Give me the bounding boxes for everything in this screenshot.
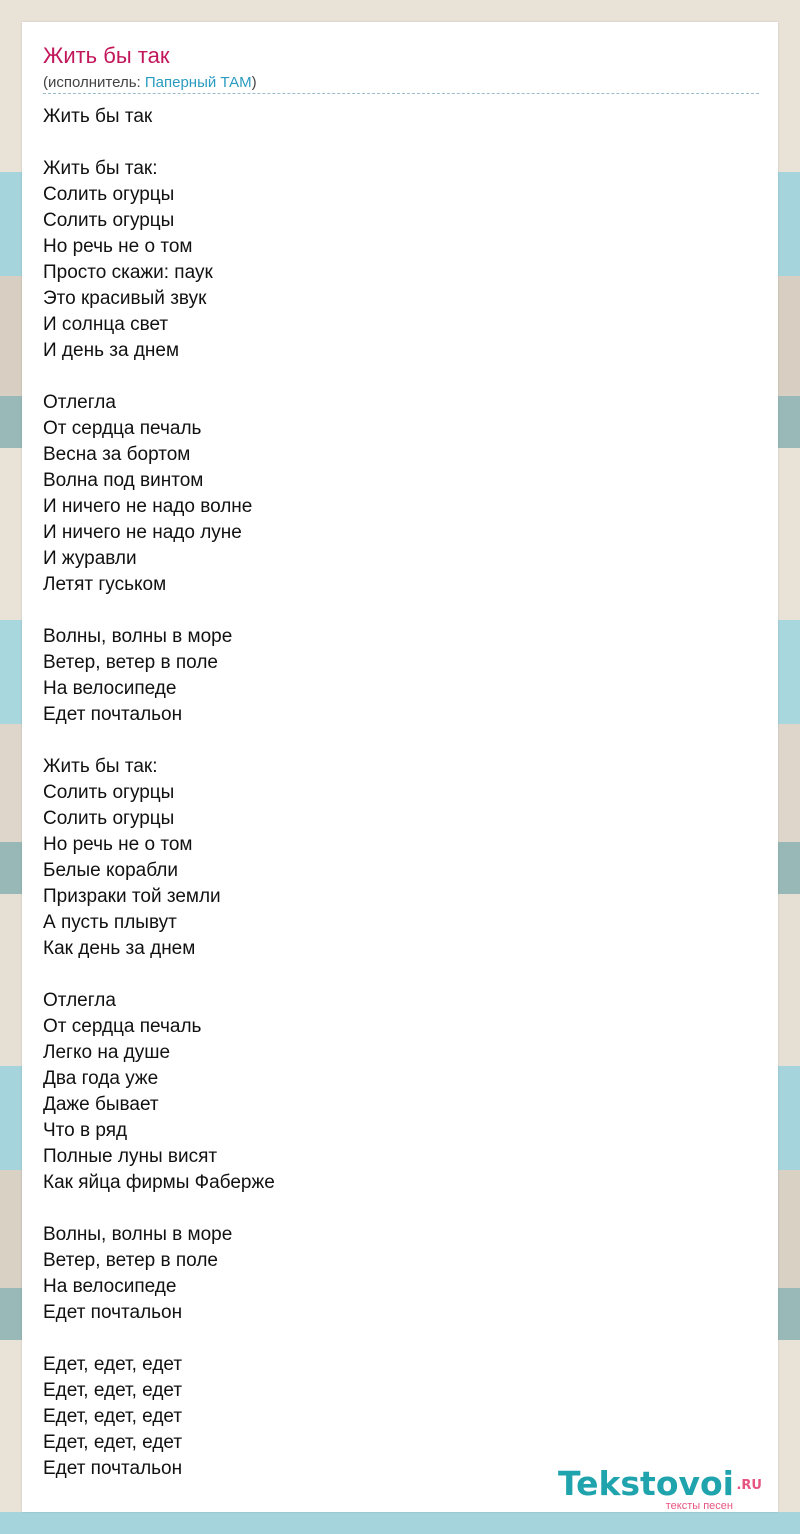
lyric-line: Два года уже [43, 1068, 159, 1089]
lyric-line: На велосипеде [43, 678, 177, 699]
lyric-line: Отлегла [43, 392, 116, 413]
song-title: Жить бы так [43, 43, 170, 68]
stanza-break [43, 728, 275, 754]
logo-tagline: тексты песен [665, 1500, 733, 1512]
lyric-line: А пусть плывут [43, 912, 177, 933]
lyric-line: От сердца печаль [43, 1016, 202, 1037]
lyric-line: Просто скажи: паук [43, 262, 213, 283]
lyric-line: Едет почтальон [43, 704, 183, 725]
lyric-line: Но речь не о том [43, 236, 193, 257]
stanza-break [43, 1196, 275, 1222]
lyric-line: Но речь не о том [43, 834, 193, 855]
lyric-line: Солить огурцы [43, 184, 175, 205]
lyric-line: И ничего не надо волне [43, 496, 253, 517]
lyric-line: Ветер, ветер в поле [43, 652, 218, 673]
stanza-break [43, 130, 275, 156]
lyric-line: Полные луны висят [43, 1146, 218, 1167]
lyric-line: От сердца печаль [43, 418, 202, 439]
lyric-line: Волны, волны в море [43, 1224, 233, 1245]
lyric-line: И солнца свет [43, 314, 169, 335]
logo-wordmark: Tekstovoi [557, 1464, 734, 1503]
title-divider [43, 93, 759, 94]
lyric-line: Как день за днем [43, 938, 196, 959]
artist-link[interactable]: Паперный ТАМ [144, 74, 252, 91]
lyric-line: Едет, едет, едет [43, 1406, 183, 1427]
lyric-line: Весна за бортом [43, 444, 191, 465]
lyric-line: И ничего не надо луне [43, 522, 242, 543]
lyric-line: Что в ряд [43, 1120, 128, 1141]
lyric-line: Волны, волны в море [43, 626, 233, 647]
lyrics-text [43, 104, 275, 1482]
artist-prefix: (исполнитель: [43, 74, 145, 91]
lyric-line: Жить бы так: [43, 158, 158, 179]
lyric-line: Это красивый звук [43, 288, 207, 309]
lyric-line: Ветер, ветер в поле [43, 1250, 218, 1271]
lyric-line: И день за днем [43, 340, 180, 361]
lyric-line: Едет почтальон [43, 1302, 183, 1323]
lyric-line: Белые корабли [43, 860, 178, 881]
lyric-line: Как яйца фирмы Фаберже [43, 1172, 275, 1193]
lyric-line: Даже бывает [43, 1094, 159, 1115]
lyrics-card [22, 22, 778, 1512]
lyric-line: Едет, едет, едет [43, 1380, 183, 1401]
stanza-break [43, 598, 275, 624]
lyric-line: Отлегла [43, 990, 116, 1011]
lyric-line: Солить огурцы [43, 808, 175, 829]
lyric-line: Солить огурцы [43, 210, 175, 231]
artist-suffix: ) [251, 74, 257, 91]
stanza-break [43, 364, 275, 390]
lyric-line: Призраки той земли [43, 886, 221, 907]
stanza-break [43, 1326, 275, 1352]
artist-line [43, 73, 257, 93]
lyric-line: Жить бы так [43, 106, 153, 127]
lyric-line: Волна под винтом [43, 470, 204, 491]
lyric-line: Солить огурцы [43, 782, 175, 803]
lyric-line: На велосипеде [43, 1276, 177, 1297]
lyric-line: Жить бы так: [43, 756, 158, 777]
stanza-break [43, 962, 275, 988]
lyric-line: Едет, едет, едет [43, 1432, 183, 1453]
lyric-line: И журавли [43, 548, 137, 569]
site-logo[interactable] [557, 1464, 770, 1516]
logo-domain: .RU [736, 1478, 762, 1493]
lyric-line: Легко на душе [43, 1042, 171, 1063]
lyric-line: Летят гуськом [43, 574, 167, 595]
lyric-line: Едет почтальон [43, 1458, 183, 1479]
lyric-line: Едет, едет, едет [43, 1354, 183, 1375]
